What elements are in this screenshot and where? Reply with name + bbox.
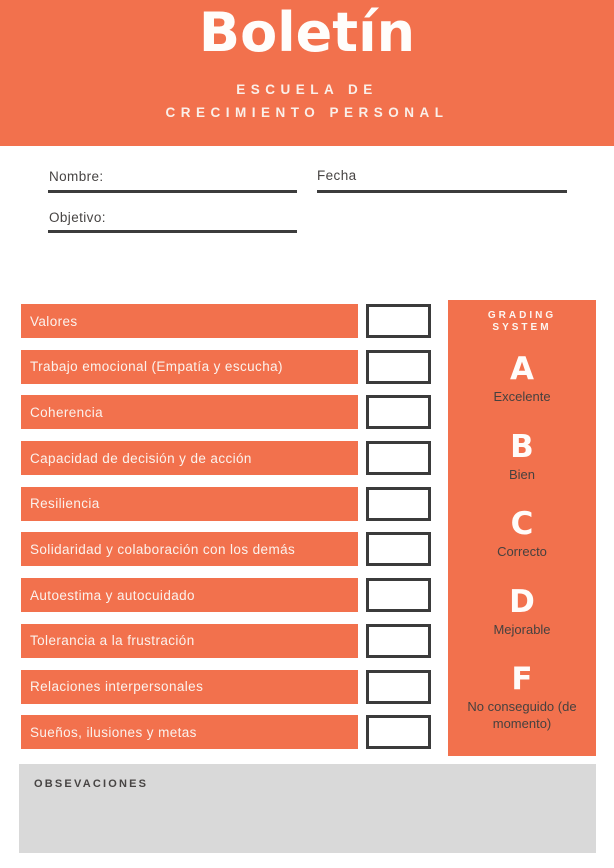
subject-label: Trabajo emocional (Empatía y escucha): [30, 359, 283, 375]
subject-bar: [21, 578, 358, 612]
grade-description: Bien: [508, 466, 536, 482]
subject-label: Relaciones interpersonales: [30, 679, 204, 694]
subject-bar: [21, 715, 358, 749]
subject-label: Solidaridad y colaboración con los demás: [30, 541, 296, 557]
grade-letter: B: [510, 428, 534, 465]
subtitle-line-2: CRECIMIENTO PERSONAL: [165, 104, 449, 120]
grading-system-title: [488, 300, 556, 334]
objetivo-label: Objetivo:: [49, 210, 106, 225]
grade-description: Correcto: [497, 544, 547, 559]
grade-checkbox[interactable]: [366, 624, 431, 658]
nombre-input-line[interactable]: [48, 190, 297, 193]
nombre-label: Nombre:: [49, 169, 104, 184]
subject-label: Resiliencia: [30, 496, 100, 512]
subject-bar: [21, 395, 358, 429]
subject-label: Valores: [30, 313, 78, 329]
grade-checkbox[interactable]: [366, 715, 431, 749]
grade-description: Mejorable: [493, 621, 551, 637]
subject-bar: [21, 304, 358, 338]
fecha-input-line[interactable]: [317, 190, 567, 193]
subject-label: Sueños, ilusiones y metas: [30, 724, 197, 740]
grading-title-line-2: SYSTEM: [492, 322, 552, 333]
grade-legend-item: [497, 507, 547, 561]
grade-letter: F: [511, 661, 533, 697]
grading-title-line-1: GRADING: [487, 310, 557, 321]
subject-bar: [21, 532, 358, 566]
header: [0, 0, 614, 146]
subject-label: Tolerancia a la frustración: [30, 633, 195, 649]
subject-label: Capacidad de decisión y de acción: [30, 450, 252, 466]
objetivo-input-line[interactable]: [48, 230, 297, 233]
page-subtitle: [0, 79, 614, 124]
subject-bar: [21, 487, 358, 521]
grade-checkbox[interactable]: [366, 304, 431, 338]
fecha-label: Fecha: [317, 168, 357, 183]
page-title: Boletín: [198, 1, 416, 64]
subject-bar: [21, 441, 358, 475]
grade-letter: C: [510, 506, 534, 542]
grade-legend-item: [509, 430, 535, 484]
subtitle-line-1: ESCUELA DE: [236, 82, 378, 97]
grade-legend-item: [493, 585, 550, 639]
grade-letter: A: [510, 351, 534, 387]
observations-box[interactable]: [19, 764, 596, 853]
subject-label: Coherencia: [30, 404, 104, 420]
grade-description: Excelente: [493, 389, 551, 404]
grade-description: No conseguido (de momento): [467, 699, 577, 731]
subject-label: Autoestima y autocuidado: [30, 587, 195, 603]
grade-checkbox[interactable]: [366, 532, 431, 566]
grade-checkbox[interactable]: [366, 487, 431, 521]
grade-checkbox[interactable]: [366, 441, 431, 475]
grade-legend-item: [459, 662, 585, 732]
subject-bar: [21, 624, 358, 658]
grading-system-panel: [448, 300, 596, 756]
subject-bar: [21, 670, 358, 704]
grade-checkbox[interactable]: [366, 578, 431, 612]
grade-legend-item: [493, 352, 550, 406]
grade-letter: D: [509, 583, 535, 620]
grade-checkbox[interactable]: [366, 395, 431, 429]
grade-checkbox[interactable]: [366, 670, 431, 704]
observations-label: OBSEVACIONES: [34, 778, 149, 790]
subject-bar: [21, 350, 358, 384]
grade-checkbox[interactable]: [366, 350, 431, 384]
